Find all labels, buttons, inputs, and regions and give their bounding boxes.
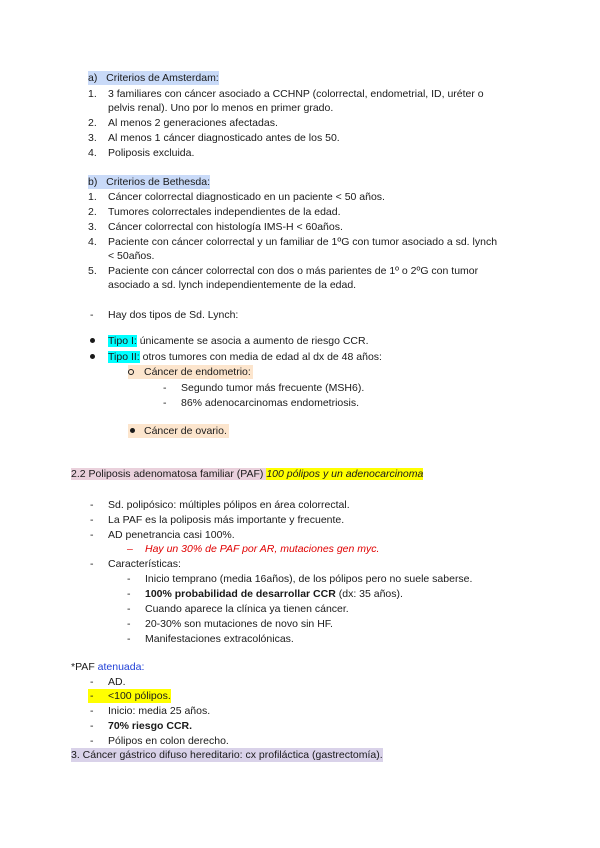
list-item-text: Sd. polipósico: múltiples pólipos en área colorrectal. <box>108 499 350 511</box>
list-number: 4. <box>88 147 97 159</box>
dash-marker: - <box>90 720 94 732</box>
list-item-text: AD. <box>108 676 126 688</box>
endometrio-heading <box>128 365 253 379</box>
dash-marker: - <box>127 633 131 645</box>
dash-marker: - <box>163 397 167 409</box>
endometrio-label: Cáncer de endometrio: <box>144 366 251 378</box>
tipo1-text: únicamente se asocia a aumento de riesgo CCR. <box>136 335 369 347</box>
bullet-icon <box>130 428 135 433</box>
dash-marker: - <box>90 558 94 570</box>
dash-marker: - <box>90 499 94 511</box>
section-b-heading <box>88 175 210 189</box>
gastric-heading: 3. Cáncer gástrico difuso hereditario: cx profiláctica (gastrectomía). <box>71 749 383 761</box>
list-item-text-bold: 70% riesgo CCR. <box>108 720 193 732</box>
red-note: Hay un 30% de PAF por AR, mutaciones gen myc. <box>145 543 380 555</box>
list-number: 1. <box>88 88 97 100</box>
dash-marker: - <box>163 382 167 394</box>
atenuada-title-pre: *PAF <box>71 661 98 673</box>
paf-title: 2.2 Poliposis adenomatosa familiar (PAF) <box>71 468 267 480</box>
caract-label: Características: <box>108 558 181 570</box>
dash-marker: - <box>90 735 94 747</box>
sub-item: 86% adenocarcinomas endometriosis. <box>181 397 360 409</box>
circle-bullet-icon <box>128 369 134 375</box>
sub-item: Segundo tumor más frecuente (MSH6). <box>181 382 365 394</box>
dash-marker: - <box>90 514 94 526</box>
list-item-text: Al menos 1 cáncer diagnosticado antes de los 50. <box>108 132 340 144</box>
list-item-text: 3 familiares con cáncer asociado a CCHNP (colorrectal, endometrial, ID, uréter o <box>108 88 484 100</box>
lynch-intro: Hay dos tipos de Sd. Lynch: <box>108 309 239 321</box>
section-b-marker: b) <box>88 176 98 188</box>
dash-marker: - <box>90 705 94 717</box>
list-item-text: Paciente con cáncer colorrectal con dos o más parientes de 1º o 2ºG con tumor <box>108 265 479 277</box>
list-item-text: Cáncer colorrectal diagnosticado en un paciente < 50 años. <box>108 191 385 203</box>
sub-item-bold: 100% probabilidad de desarrollar CCR <box>145 588 336 600</box>
list-item-text: < 50años. <box>108 250 155 262</box>
list-number: 5. <box>88 265 97 277</box>
atenuada-heading <box>71 660 144 674</box>
dash-marker: - <box>127 588 131 600</box>
section-a-title: Criterios de Amsterdam: <box>106 72 219 84</box>
bullet-icon <box>90 354 95 359</box>
list-number: 4. <box>88 236 97 248</box>
dash-marker: - <box>127 573 131 585</box>
section-a-heading <box>88 71 219 85</box>
sub-item: 20-30% son mutaciones de novo sin HF. <box>145 618 333 630</box>
dash-marker: - <box>127 603 131 615</box>
list-number: 2. <box>88 117 97 129</box>
list-item-text: AD penetrancia casi 100%. <box>108 529 235 541</box>
list-item-text: pelvis renal). Uno por lo menos en primer grado. <box>108 102 334 114</box>
dash-marker: - <box>90 529 94 541</box>
list-item-text: La PAF es la poliposis más importante y frecuente. <box>108 514 345 526</box>
atenuada-title-blue: atenuada: <box>97 661 145 673</box>
ovario-label: Cáncer de ovario. <box>144 425 227 437</box>
section-a-marker: a) <box>88 72 98 84</box>
list-item-text: Poliposis excluida. <box>108 147 195 159</box>
tipo2-text: otros tumores con media de edad al dx de 48 años: <box>139 351 382 363</box>
tipo1-label: Tipo I: <box>108 335 137 347</box>
list-item-text: Paciente con cáncer colorrectal y un familiar de 1ºG con tumor asociado a sd. lynch <box>108 236 498 248</box>
ovario-heading <box>128 424 229 438</box>
tipo1-line <box>108 334 369 348</box>
list-number: 3. <box>88 132 97 144</box>
sub-item-post: (dx: 35 años). <box>335 588 403 600</box>
list-item-text: Inicio: media 25 años. <box>108 705 211 717</box>
sub-item: Manifestaciones extracolónicas. <box>145 633 294 645</box>
list-number: 2. <box>88 206 97 218</box>
list-item-text: Cáncer colorrectal con histología IMS-H < 60años. <box>108 221 343 233</box>
tipo2-label: Tipo II: <box>108 351 140 363</box>
list-item-text: Pólipos en colon derecho. <box>108 735 229 747</box>
tipo2-line <box>108 350 382 364</box>
paf-heading <box>71 467 423 481</box>
dash-marker-red: – <box>127 543 133 555</box>
sub-item <box>145 587 403 601</box>
sub-item: Cuando aparece la clínica ya tienen cáncer. <box>145 603 349 615</box>
list-item-text-highlight: <100 pólipos. <box>96 689 171 703</box>
sub-item: Inicio temprano (media 16años), de los pólipos pero no suele saberse. <box>145 573 473 585</box>
paf-title-highlight: 100 pólipos y un adenocarcinoma <box>266 468 424 480</box>
dash-marker: - <box>127 618 131 630</box>
dash-marker: - <box>90 309 94 321</box>
list-item-text: Al menos 2 generaciones afectadas. <box>108 117 278 129</box>
list-item-text: asociado a sd. lynch independientemente de la edad. <box>108 279 357 291</box>
list-number: 1. <box>88 191 97 203</box>
section-b-title: Criterios de Bethesda: <box>106 176 210 188</box>
bullet-icon <box>90 338 95 343</box>
dash-marker: - <box>90 690 94 702</box>
list-number: 3. <box>88 221 97 233</box>
dash-marker: - <box>90 676 94 688</box>
list-item-text: Tumores colorrectales independientes de la edad. <box>108 206 341 218</box>
